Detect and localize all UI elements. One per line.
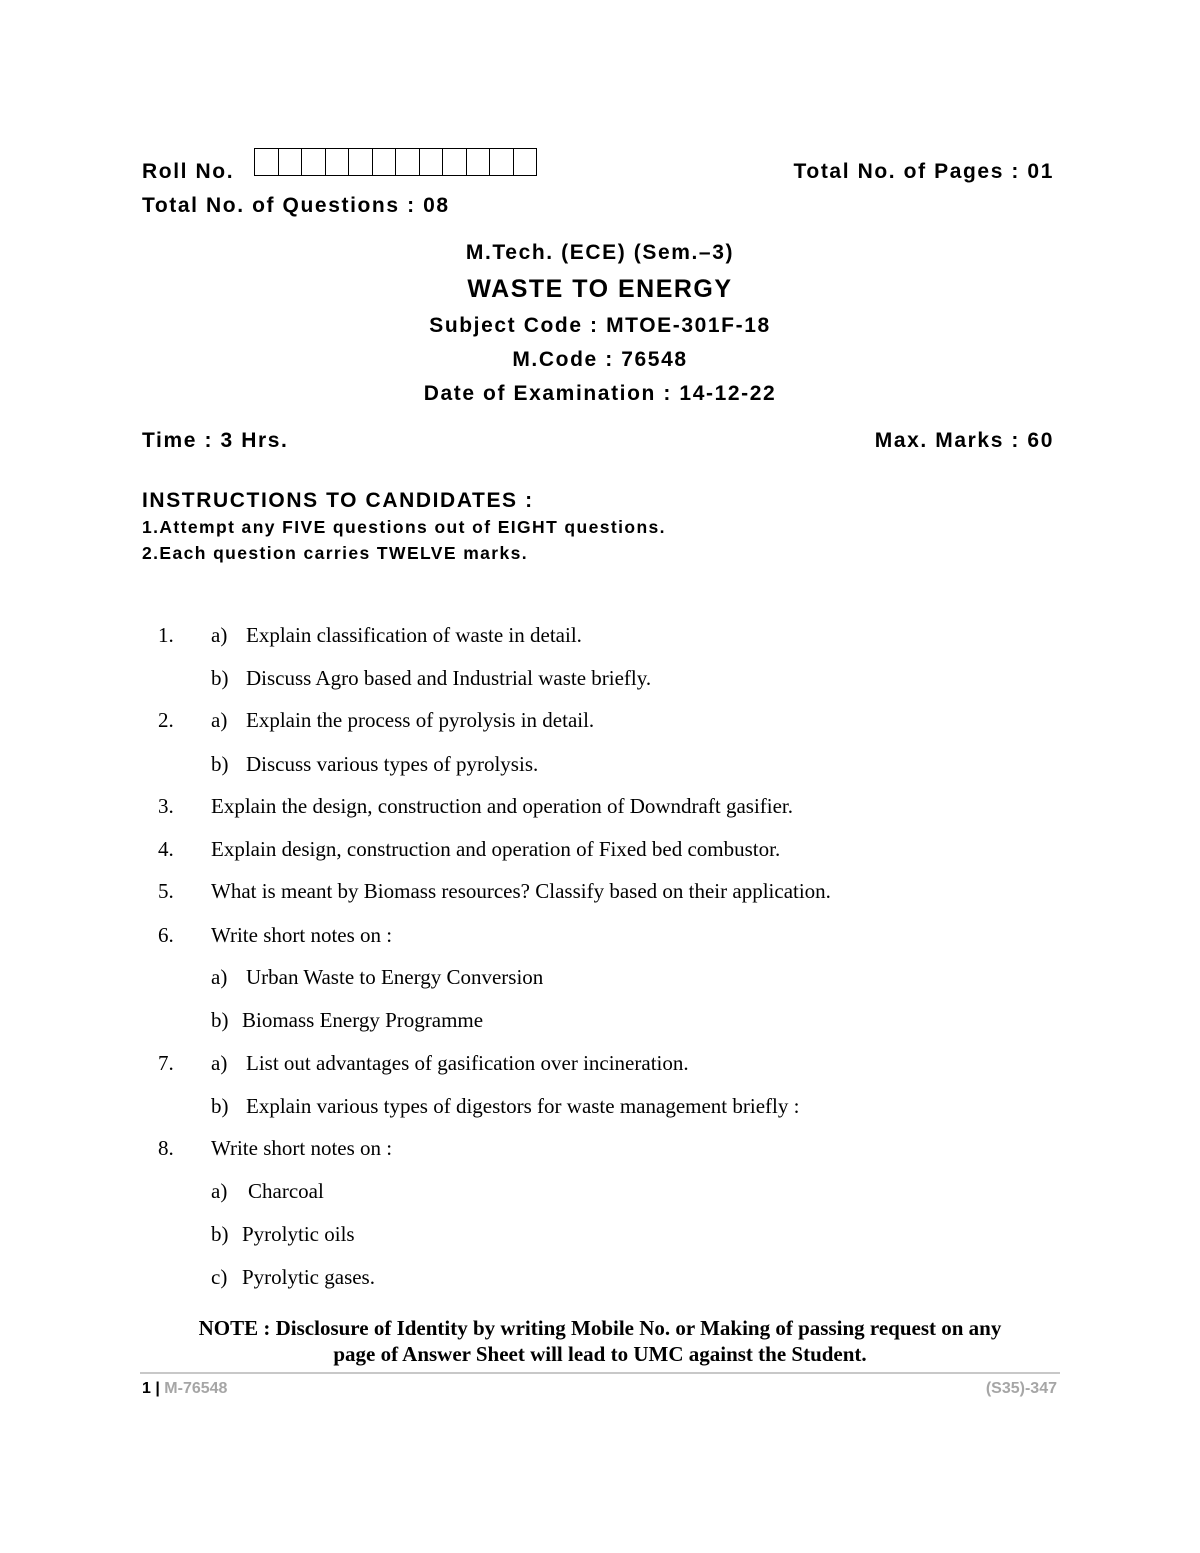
max-marks: Max. Marks : 60 [874,429,1054,452]
question-text: Urban Waste to Energy Conversion [246,965,544,989]
instruction-item: 2.Each question carries TWELVE marks. [142,543,529,563]
part-label: a) [211,623,228,647]
part-label: b) [211,666,229,690]
question-number: 8. [158,1136,174,1160]
roll-digit-box[interactable] [489,148,514,176]
subject-title: WASTE TO ENERGY [467,275,733,303]
question-text: Write short notes on : [211,1136,393,1160]
question-number: 4. [158,837,174,861]
question-text: Explain classification of waste in detail. [246,623,582,647]
roll-digit-box[interactable] [513,148,538,176]
question-text: Discuss Agro based and Industrial waste briefly. [246,666,652,690]
question-text: What is meant by Biomass resources? Classify based on their application. [211,879,831,903]
roll-no-label: Roll No. [142,160,235,183]
total-pages: Total No. of Pages : 01 [793,160,1054,183]
question-number: 7. [158,1051,174,1075]
roll-digit-box[interactable] [348,148,373,176]
course-name: M.Tech. (ECE) (Sem.–3) [465,241,735,264]
instructions-heading: INSTRUCTIONS TO CANDIDATES : [142,489,534,512]
subject-code: Subject Code : MTOE-301F-18 [429,314,771,337]
part-label: a) [211,1179,228,1203]
roll-digit-box[interactable] [442,148,467,176]
question-text: Charcoal [248,1179,324,1203]
footer-divider [140,1372,1060,1374]
question-number: 1. [158,623,174,647]
question-text: Pyrolytic gases. [242,1265,375,1289]
question-number: 5. [158,879,174,903]
part-label: b) [211,752,229,776]
question-number: 3. [158,794,174,818]
exam-time: Time : 3 Hrs. [142,429,289,452]
roll-digit-box[interactable] [372,148,397,176]
question-text: Explain the process of pyrolysis in detail. [246,708,595,732]
total-questions: Total No. of Questions : 08 [142,194,450,217]
question-text: Explain various types of digestors for waste management briefly : [246,1094,800,1118]
question-text: Explain the design, construction and operation of Downdraft gasifier. [211,794,794,818]
roll-digit-box[interactable] [419,148,444,176]
question-text: Write short notes on : [211,923,393,947]
part-label: b) [211,1008,229,1032]
part-label: b) [211,1222,229,1246]
question-number: 2. [158,708,174,732]
part-label: a) [211,1051,228,1075]
roll-no-boxes[interactable] [254,148,536,176]
note-line: NOTE : Disclosure of Identity by writing Mobile No. or Making of passing request on any [198,1316,1002,1340]
note-line: page of Answer Sheet will lead to UMC against the Student. [333,1342,867,1366]
part-label: b) [211,1094,229,1118]
question-text: Biomass Energy Programme [242,1008,484,1032]
exam-date: Date of Examination : 14-12-22 [423,382,777,405]
roll-digit-box[interactable] [301,148,326,176]
question-text: List out advantages of gasification over incineration. [246,1051,689,1075]
roll-digit-box[interactable] [254,148,279,176]
roll-digit-box[interactable] [278,148,303,176]
roll-digit-box[interactable] [395,148,420,176]
question-text: Explain design, construction and operation of Fixed bed combustor. [211,837,781,861]
part-label: a) [211,965,228,989]
question-number: 6. [158,923,174,947]
question-text: Discuss various types of pyrolysis. [246,752,539,776]
m-code: M.Code : 76548 [512,348,688,371]
part-label: a) [211,708,228,732]
footer-separator: | [155,1380,160,1397]
page-number: 1 [142,1380,151,1397]
paper-code: M-76548 [164,1380,228,1397]
part-label: c) [211,1265,228,1289]
roll-digit-box[interactable] [325,148,350,176]
page-footer [142,1380,227,1398]
instruction-item: 1.Attempt any FIVE questions out of EIGHT questions. [142,517,666,537]
roll-digit-box[interactable] [466,148,491,176]
question-text: Pyrolytic oils [242,1222,355,1246]
paper-reference: (S35)-347 [985,1380,1057,1397]
